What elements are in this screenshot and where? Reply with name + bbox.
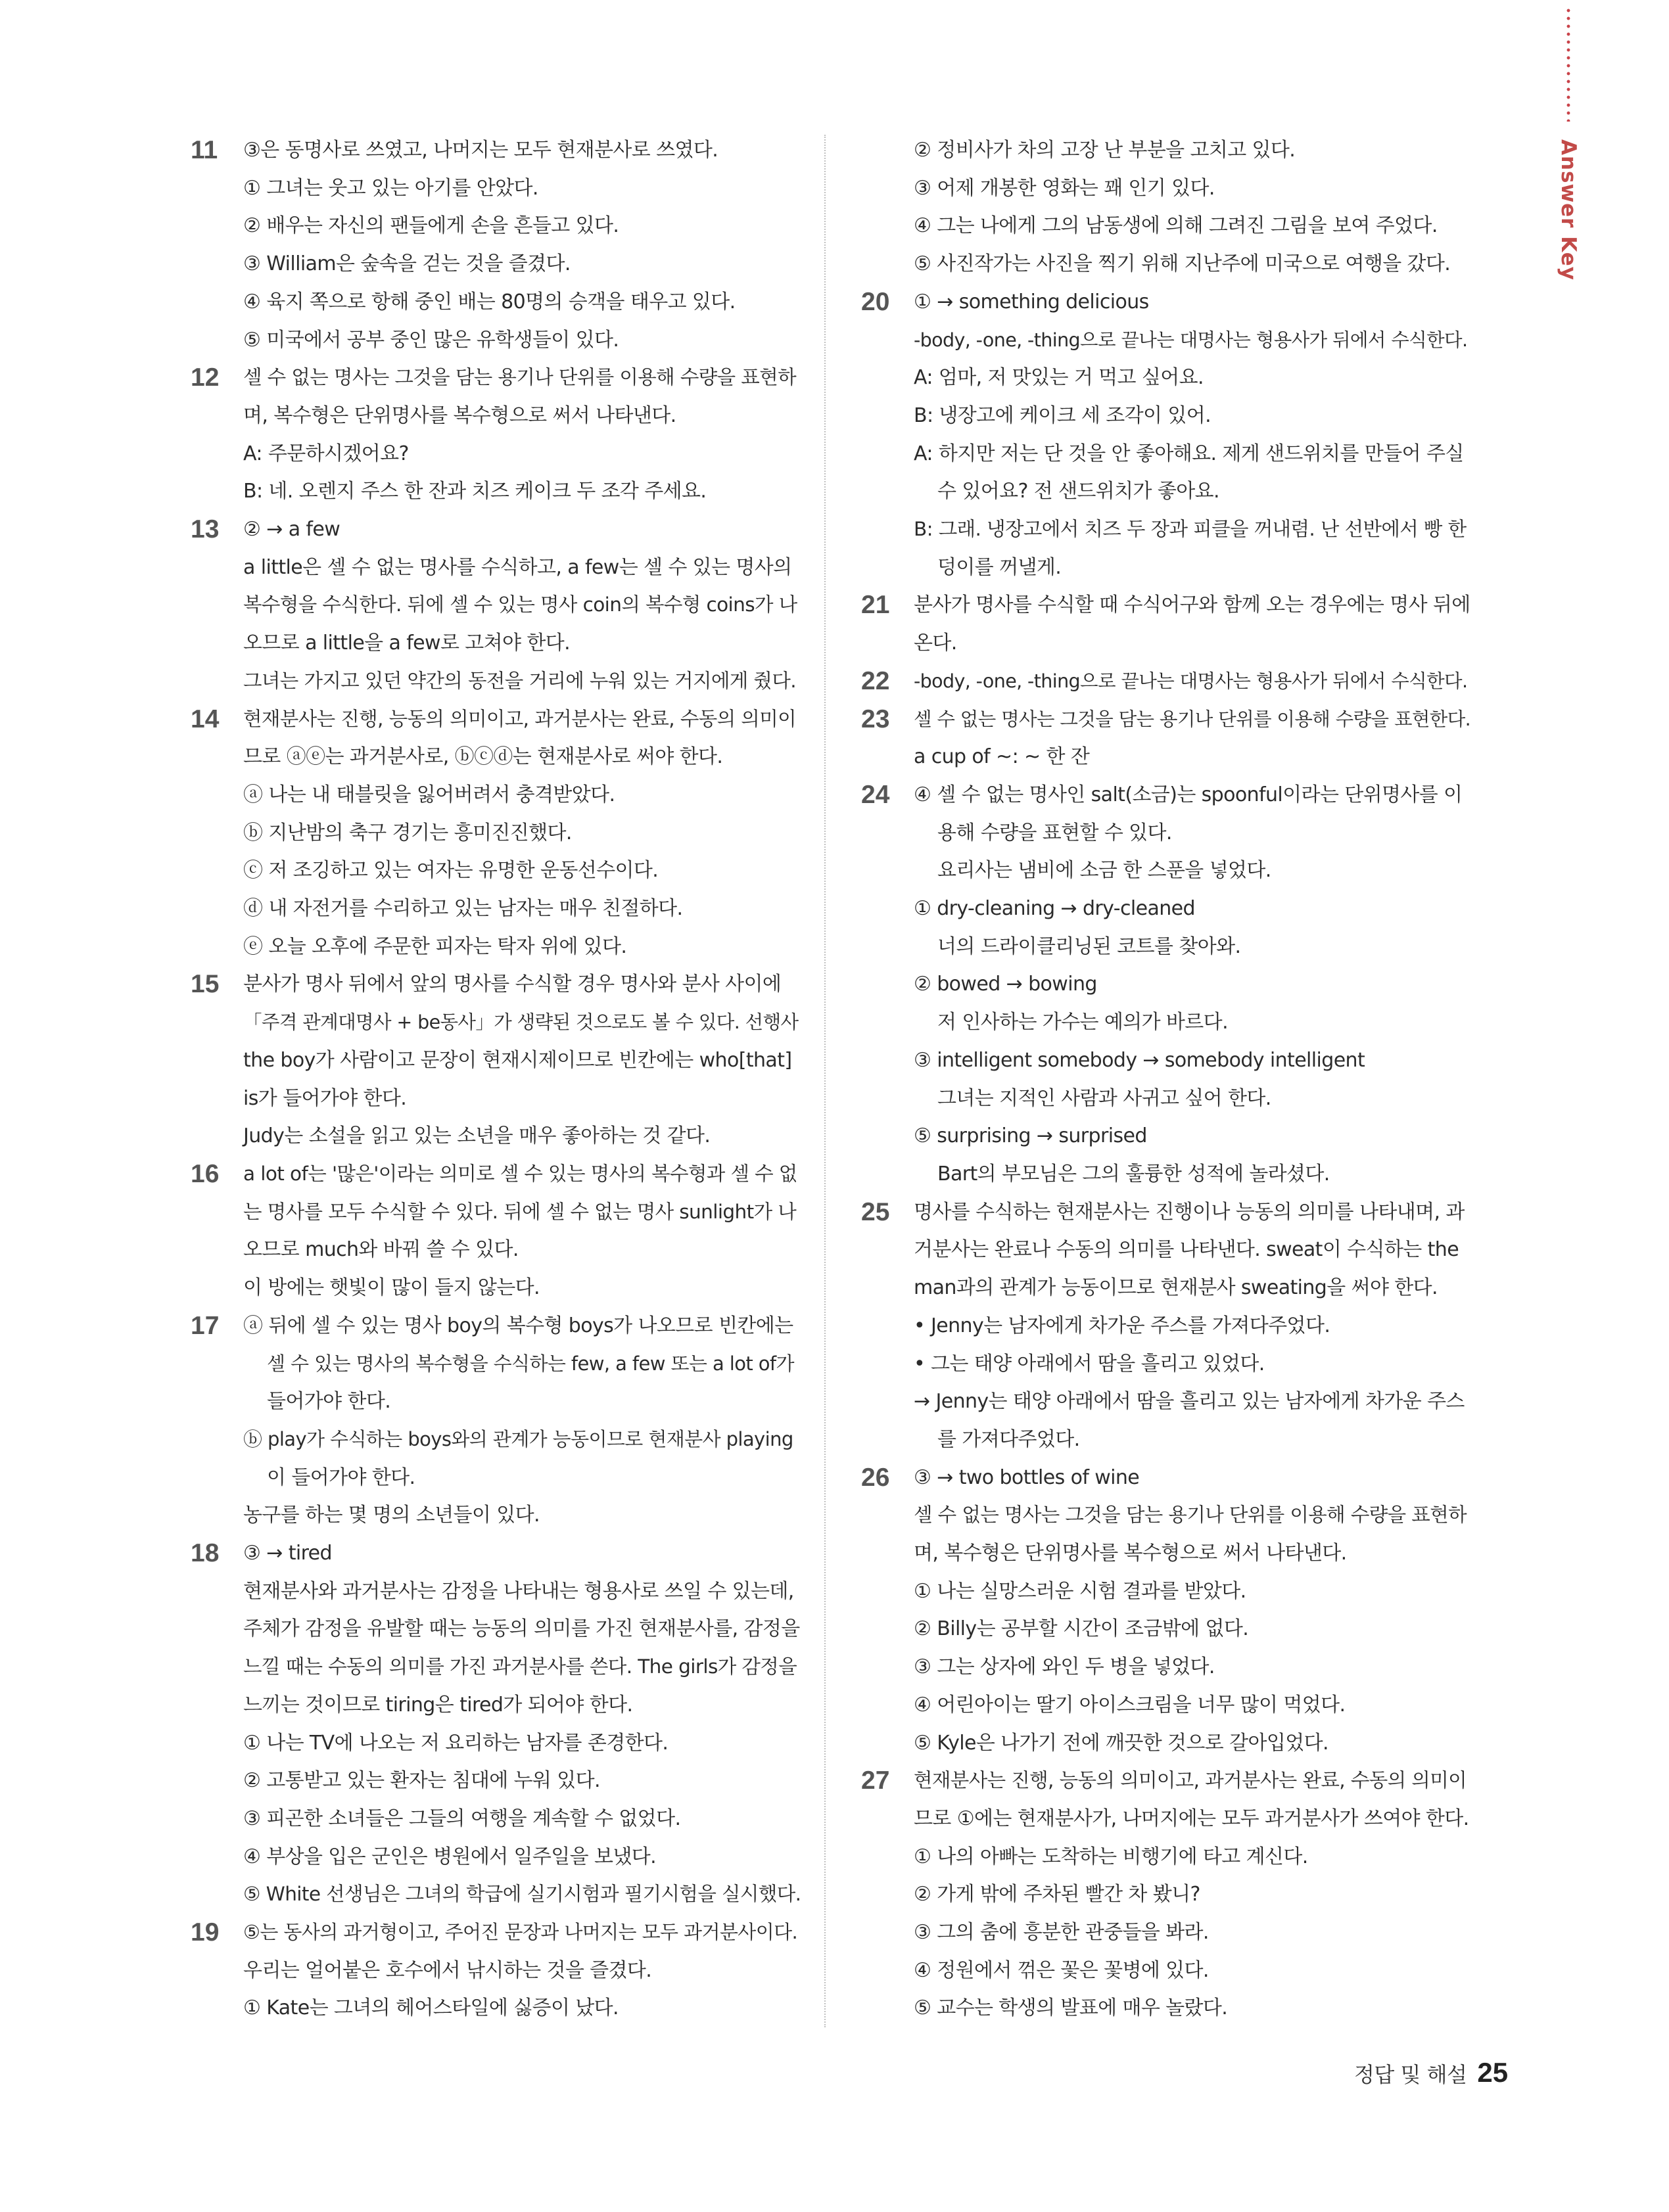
explanation-line: Judy는 소설을 읽고 있는 소년을 매우 좋아하는 것 같다. (243, 1124, 711, 1148)
answer-item-14 (184, 701, 802, 966)
explanation-line: 는 명사를 모두 수식할 수 있다. 뒤에 셀 수 없는 명사 sunlight가 나 (243, 1200, 797, 1223)
explanation-line: 느낄 때는 수동의 의미를 가진 과거분사를 쓴다. The girls가 감정을 (243, 1655, 797, 1678)
explanation-line: ④ 정원에서 꺾은 꽃은 꽃병에 있다. (914, 1958, 1209, 1982)
page-number: 25 (1477, 2057, 1509, 2088)
answer-item-continued (855, 131, 1472, 283)
explanation-line: ③ 피곤한 소녀들은 그들의 여행을 계속할 수 없었다. (243, 1807, 681, 1830)
answer-item-21 (855, 586, 1472, 662)
explanation-line: 명사를 수식하는 현재분사는 진행이나 능동의 의미를 나타내며, 과 (914, 1200, 1465, 1224)
explanation-line: ④ 셀 수 없는 명사인 salt(소금)는 spoonful이라는 단위명사를 이 (914, 783, 1463, 806)
explanation-line: ① 그녀는 웃고 있는 아기를 안았다. (243, 176, 538, 200)
explanation-line: ③ intelligent somebody → somebody intelligent (914, 1048, 1365, 1072)
explanation-line: ⓓ 내 자전거를 수리하고 있는 남자는 매우 친절하다. (243, 897, 683, 921)
question-number: 24 (861, 780, 890, 809)
answer-item-17 (184, 1307, 802, 1534)
explanation-line: ⑤ surprising → surprised (914, 1124, 1147, 1148)
column-divider (824, 135, 826, 2027)
explanation-line: is가 들어가야 한다. (243, 1086, 407, 1110)
answer-item-23 (855, 701, 1472, 776)
question-number: 27 (861, 1766, 890, 1795)
explanation-line: 온다. (914, 632, 957, 655)
explanation-line: 저 인사하는 가수는 예의가 바르다. (937, 1011, 1229, 1034)
answer-item-20 (855, 283, 1472, 587)
answer-key-tab-label: Answer Key (1557, 139, 1580, 281)
explanation-line: ⑤는 동사의 과거형이고, 주어진 문장과 나머지는 모두 과거분사이다. (243, 1921, 798, 1944)
answer-item-16 (184, 1155, 802, 1307)
question-number: 14 (191, 704, 220, 733)
answer-item-26 (855, 1459, 1472, 1763)
explanation-line: -body, -one, -thing으로 끝나는 대명사는 형용사가 뒤에서 수식한다. (914, 329, 1468, 351)
explanation-line: 요리사는 냄비에 소금 한 스푼을 넣었다. (937, 859, 1271, 883)
explanation-line: -body, -one, -thing으로 끝나는 대명사는 형용사가 뒤에서 수식한다. (914, 670, 1468, 692)
explanation-line: ② Billy는 공부할 시간이 조금밖에 없다. (914, 1617, 1249, 1641)
explanation-line: 셀 수 없는 명사는 그것을 담는 용기나 단위를 이용해 수량을 표현하 (914, 1504, 1467, 1527)
explanation-line: ① 나의 아빠는 도착하는 비행기에 타고 계신다. (914, 1845, 1308, 1868)
question-number: 25 (861, 1197, 890, 1226)
explanation-line: ③ 어제 개봉한 영화는 꽤 인기 있다. (914, 176, 1215, 200)
question-number: 19 (191, 1918, 220, 1947)
answer-item-25 (855, 1193, 1472, 1459)
answer-item-22 (855, 662, 1472, 701)
explanation-line: 느끼는 것이므로 tiring은 tired가 되어야 한다. (243, 1693, 633, 1717)
explanation-line: ⑤ 교수는 학생의 발표에 매우 놀랐다. (914, 1996, 1228, 2020)
explanation-line: 셀 수 없는 명사는 그것을 담는 용기나 단위를 이용해 수량을 표현한다. (914, 708, 1471, 730)
answer-item-15 (184, 965, 802, 1155)
explanation-line: 므로 ①에는 현재분사가, 나머지에는 모두 과거분사가 쓰여야 한다. (914, 1807, 1469, 1830)
explanation-line: the boy가 사람이고 문장이 현재시제이므로 빈칸에는 who[that] (243, 1048, 792, 1072)
explanation-line: 며, 복수형은 단위명사를 복수형으로 써서 나타낸다. (243, 403, 676, 427)
side-dotted-rule (1566, 7, 1571, 122)
question-number: 17 (191, 1311, 220, 1340)
explanation-line: ⑤ Kyle은 나가기 전에 깨끗한 것으로 갈아입었다. (914, 1731, 1328, 1755)
explanation-line: ④ 부상을 입은 군인은 병원에서 일주일을 보냈다. (243, 1845, 657, 1868)
explanation-line: ⓐ 뒤에 셀 수 있는 명사 boy의 복수형 boys가 나오므로 빈칸에는 (243, 1314, 793, 1337)
explanation-line: ① → something delicious (914, 290, 1149, 313)
explanation-line: ① 나는 TV에 나오는 저 요리하는 남자를 존경한다. (243, 1731, 669, 1755)
explanation-line: B: 그래. 냉장고에서 치즈 두 장과 피클을 꺼내렴. 난 선반에서 빵 한 (914, 518, 1467, 541)
explanation-line: ② → a few (243, 518, 341, 541)
explanation-line: B: 냉장고에 케이크 세 조각이 있어. (914, 403, 1211, 427)
explanation-line: • 그는 태양 아래에서 땀을 흘리고 있었다. (914, 1352, 1265, 1375)
right-column (855, 131, 1472, 2027)
question-number: 22 (861, 666, 890, 695)
explanation-line: 분사가 명사를 수식할 때 수식어구와 함께 오는 경우에는 명사 뒤에 (914, 593, 1470, 617)
explanation-line: 현재분사는 진행, 능동의 의미이고, 과거분사는 완료, 수동의 의미이 (243, 707, 796, 730)
explanation-line: 주체가 감정을 유발할 때는 능동의 의미를 가진 현재분사를, 감정을 (243, 1617, 800, 1641)
answer-item-11 (184, 131, 802, 359)
explanation-line: A: 하지만 저는 단 것을 안 좋아해요. 제게 샌드위치를 만들어 주실 (914, 442, 1464, 465)
explanation-line: A: 주문하시겠어요? (243, 442, 409, 465)
explanation-line: ③은 동명사로 쓰였고, 나머지는 모두 현재분사로 쓰였다. (243, 139, 718, 162)
explanation-line: 복수형을 수식한다. 뒤에 셀 수 있는 명사 coin의 복수형 coins가 나 (243, 593, 797, 616)
explanation-line: ⑤ 미국에서 공부 중인 많은 유학생들이 있다. (243, 328, 619, 352)
explanation-line: Bart의 부모님은 그의 훌륭한 성적에 놀라셨다. (937, 1162, 1330, 1186)
question-number: 18 (191, 1539, 220, 1568)
explanation-line: 셀 수 있는 명사의 복수형을 수식하는 few, a few 또는 a lot of가 (267, 1352, 794, 1375)
explanation-line: 우리는 얼어붙은 호수에서 낚시하는 것을 즐겼다. (243, 1958, 652, 1982)
answer-item-18 (184, 1534, 802, 1914)
explanation-line: ③ William은 숲속을 걷는 것을 즐겼다. (243, 252, 571, 276)
explanation-line: ② 고통받고 있는 환자는 침대에 누워 있다. (243, 1769, 600, 1793)
answer-item-27 (855, 1762, 1472, 2027)
explanation-line: → Jenny는 태양 아래에서 땀을 흘리고 있는 남자에게 차가운 주스 (914, 1390, 1465, 1414)
explanation-line: man과의 관계가 능동이므로 현재분사 sweating을 써야 한다. (914, 1276, 1438, 1300)
explanation-line: ⑤ 사진작가는 사진을 찍기 위해 지난주에 미국으로 여행을 갔다. (914, 252, 1451, 276)
question-number: 12 (191, 363, 220, 392)
explanation-line: ① 나는 실망스러운 시험 결과를 받았다. (914, 1579, 1246, 1603)
question-number: 11 (191, 136, 218, 164)
explanation-line: a cup of ~: ~ 한 잔 (914, 745, 1090, 769)
left-column (184, 131, 802, 2027)
question-number: 20 (861, 287, 890, 316)
explanation-line: ① dry-cleaning → dry-cleaned (914, 897, 1195, 921)
explanation-line: ⓑ play가 수식하는 boys와의 관계가 능동이므로 현재분사 playing (243, 1427, 793, 1450)
explanation-line: 현재분사와 과거분사는 감정을 나타내는 형용사로 쓰일 수 있는데, (243, 1579, 794, 1603)
question-number: 13 (191, 515, 220, 544)
answer-item-12 (184, 359, 802, 511)
explanation-line: ③ 그는 상자에 와인 두 병을 넣었다. (914, 1655, 1215, 1679)
explanation-line: ⓔ 오늘 오후에 주문한 피자는 탁자 위에 있다. (243, 934, 627, 958)
explanation-line: ③ → tired (243, 1542, 332, 1565)
explanation-line: • Jenny는 남자에게 차가운 주스를 가져다주었다. (914, 1314, 1330, 1337)
question-number: 15 (191, 970, 220, 999)
explanation-line: 이 들어가야 한다. (267, 1465, 415, 1489)
explanation-line: 현재분사는 진행, 능동의 의미이고, 과거분사는 완료, 수동의 의미이 (914, 1769, 1467, 1792)
explanation-line: 셀 수 없는 명사는 그것을 담는 용기나 단위를 이용해 수량을 표현하 (243, 366, 796, 389)
explanation-line: 그녀는 지적인 사람과 사귀고 싶어 한다. (937, 1086, 1271, 1110)
answer-item-13 (184, 511, 802, 701)
question-number: 23 (861, 704, 890, 733)
explanation-line: 농구를 하는 몇 명의 소년들이 있다. (243, 1504, 540, 1527)
explanation-line: 를 가져다주었다. (937, 1427, 1080, 1451)
explanation-line: ④ 어린아이는 딸기 아이스크림을 너무 많이 먹었다. (914, 1693, 1346, 1717)
explanation-line: 용해 수량을 표현할 수 있다. (937, 821, 1172, 844)
explanation-line: a lot of는 '많은'이라는 의미로 셀 수 있는 명사의 복수형과 셀 수 없 (243, 1162, 797, 1185)
explanation-line: ② 배우는 자신의 팬들에게 손을 흔들고 있다. (243, 214, 619, 238)
explanation-line: 오므로 a little을 a few로 고쳐야 한다. (243, 632, 571, 655)
explanation-line: 분사가 명사 뒤에서 앞의 명사를 수식할 경우 명사와 분사 사이에 (243, 973, 782, 996)
explanation-line: ⓐ 나는 내 태블릿을 잃어버려서 충격받았다. (243, 783, 615, 806)
question-number: 21 (861, 591, 890, 620)
explanation-line: 그녀는 가지고 있던 약간의 동전을 거리에 누워 있는 거지에게 줬다. (243, 669, 796, 692)
explanation-line: 며, 복수형은 단위명사를 복수형으로 써서 나타낸다. (914, 1542, 1347, 1565)
explanation-line: ⑤ White 선생님은 그녀의 학급에 실기시험과 필기시험을 실시했다. (243, 1883, 801, 1906)
explanation-line: ⓒ 저 조깅하고 있는 여자는 유명한 운동선수이다. (243, 859, 659, 883)
explanation-line: ① Kate는 그녀의 헤어스타일에 싫증이 났다. (243, 1996, 619, 2020)
explanation-line: 이 방에는 햇빛이 많이 들지 않는다. (243, 1276, 540, 1300)
question-number: 16 (191, 1159, 220, 1188)
explanation-line: B: 네. 오렌지 주스 한 잔과 치즈 케이크 두 조각 주세요. (243, 480, 707, 503)
explanation-line: 「주격 관계대명사 + be동사」가 생략된 것으로도 볼 수 있다. 선행사 (243, 1011, 799, 1034)
explanation-line: ② bowed → bowing (914, 973, 1097, 996)
explanation-line: 들어가야 한다. (267, 1390, 391, 1414)
explanation-line: 오므로 much와 바꿔 쓸 수 있다. (243, 1238, 519, 1262)
explanation-line: ⓑ 지난밤의 축구 경기는 흥미진진했다. (243, 821, 572, 844)
explanation-line: 므로 ⓐⓔ는 과거분사로, ⓑⓒⓓ는 현재분사로 써야 한다. (243, 745, 723, 769)
explanation-line: 덩이를 꺼낼게. (937, 555, 1062, 579)
answer-item-19 (184, 1914, 802, 2027)
explanation-line: 너의 드라이클리닝된 코트를 찾아와. (937, 934, 1241, 958)
question-number: 26 (861, 1463, 890, 1492)
explanation-line: ③ → two bottles of wine (914, 1465, 1140, 1489)
explanation-line: ③ 그의 춤에 흥분한 관중들을 봐라. (914, 1921, 1209, 1945)
page-footer (1354, 2057, 1508, 2088)
explanation-line: 거분사는 완료나 수동의 의미를 나타낸다. sweat이 수식하는 the (914, 1238, 1459, 1262)
explanation-line: 수 있어요? 전 샌드위치가 좋아요. (937, 480, 1219, 503)
explanation-line: ② 가게 밖에 주차된 빨간 차 봤니? (914, 1883, 1200, 1906)
explanation-line: A: 엄마, 저 맛있는 거 먹고 싶어요. (914, 366, 1204, 390)
answer-item-24 (855, 776, 1472, 1193)
explanation-line: ④ 그는 나에게 그의 남동생에 의해 그려진 그림을 보여 주었다. (914, 214, 1438, 238)
explanation-line: ② 정비사가 차의 고장 난 부분을 고치고 있다. (914, 139, 1296, 162)
explanation-line: ④ 육지 쪽으로 항해 중인 배는 80명의 승객을 태우고 있다. (243, 290, 736, 313)
footer-section-label: 정답 및 해설 (1354, 2062, 1467, 2087)
explanation-line: a little은 셀 수 없는 명사를 수식하고, a few는 셀 수 있는 명사의 (243, 555, 792, 579)
